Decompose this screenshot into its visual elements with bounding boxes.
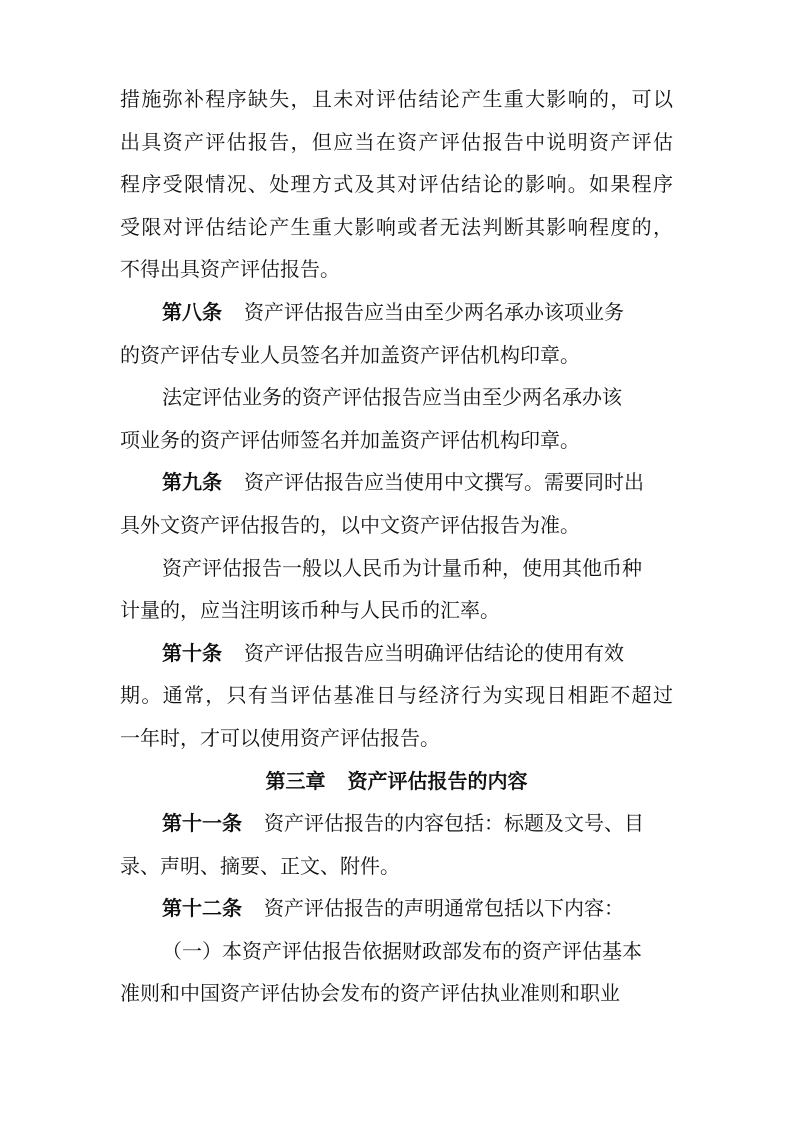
text-line: 录、声明、摘要、正文、附件。 bbox=[120, 853, 400, 878]
article-12-label: 第十二条 bbox=[162, 896, 242, 921]
document-page bbox=[120, 78, 673, 1015]
text-line: 出具资产评估报告，但应当在资产评估报告中说明资产评估 bbox=[120, 129, 673, 154]
article-11-text: 资产评估报告的内容包括：标题及文号、目 bbox=[264, 811, 644, 836]
article-10-text: 资产评估报告应当明确评估结论的使用有效 bbox=[244, 640, 624, 665]
chapter-heading bbox=[120, 760, 673, 803]
text-line: 不得出具资产评估报告。 bbox=[120, 257, 340, 282]
text-line: 准则和中国资产评估协会发布的资产评估执业准则和职业 bbox=[120, 981, 620, 1006]
article-9-text: 资产评估报告应当使用中文撰写。需要同时出 bbox=[244, 470, 644, 495]
text-line: 法定评估业务的资产评估报告应当由至少两名承办该 bbox=[162, 385, 622, 410]
article-10-label: 第十条 bbox=[162, 640, 222, 665]
text-line: 项业务的资产评估师签名并加盖资产评估机构印章。 bbox=[120, 427, 580, 452]
text-line: 程序受限情况、处理方式及其对评估结论的影响。如果程序 bbox=[120, 172, 673, 197]
text-line: 资产评估报告一般以人民币为计量币种，使用其他币种 bbox=[162, 555, 642, 580]
article-11-label: 第十一条 bbox=[162, 811, 242, 836]
article-10-line-1 bbox=[120, 632, 673, 675]
article-9-label: 第九条 bbox=[162, 470, 222, 495]
text-line: （一）本资产评估报告依据财政部发布的资产评估基本 bbox=[162, 938, 642, 963]
chapter-number: 第三章 bbox=[265, 768, 326, 793]
text-line: 期。通常，只有当评估基准日与经济行为实现日相距不超过 bbox=[120, 683, 673, 708]
chapter-title: 资产评估报告的内容 bbox=[347, 768, 528, 793]
text-line: 受限对评估结论产生重大影响或者无法判断其影响程度的， bbox=[120, 214, 673, 239]
article-12-line-1 bbox=[120, 887, 673, 930]
article-12-text: 资产评估报告的声明通常包括以下内容： bbox=[264, 896, 624, 921]
text-line: 措施弥补程序缺失，且未对评估结论产生重大影响的，可以 bbox=[120, 87, 673, 111]
text-line: 的资产评估专业人员签名并加盖资产评估机构印章。 bbox=[120, 342, 580, 367]
text-line: 一年时，才可以使用资产评估报告。 bbox=[120, 725, 440, 750]
article-11-line-1 bbox=[120, 802, 673, 845]
article-9-line-1 bbox=[120, 461, 673, 504]
text-line: 计量的，应当注明该币种与人民币的汇率。 bbox=[120, 598, 500, 623]
text-line: 具外文资产评估报告的，以中文资产评估报告为准。 bbox=[120, 512, 580, 537]
article-8-line-1 bbox=[120, 291, 673, 334]
article-8-text: 资产评估报告应当由至少两名承办该项业务 bbox=[244, 299, 624, 324]
article-8-label: 第八条 bbox=[162, 299, 222, 324]
